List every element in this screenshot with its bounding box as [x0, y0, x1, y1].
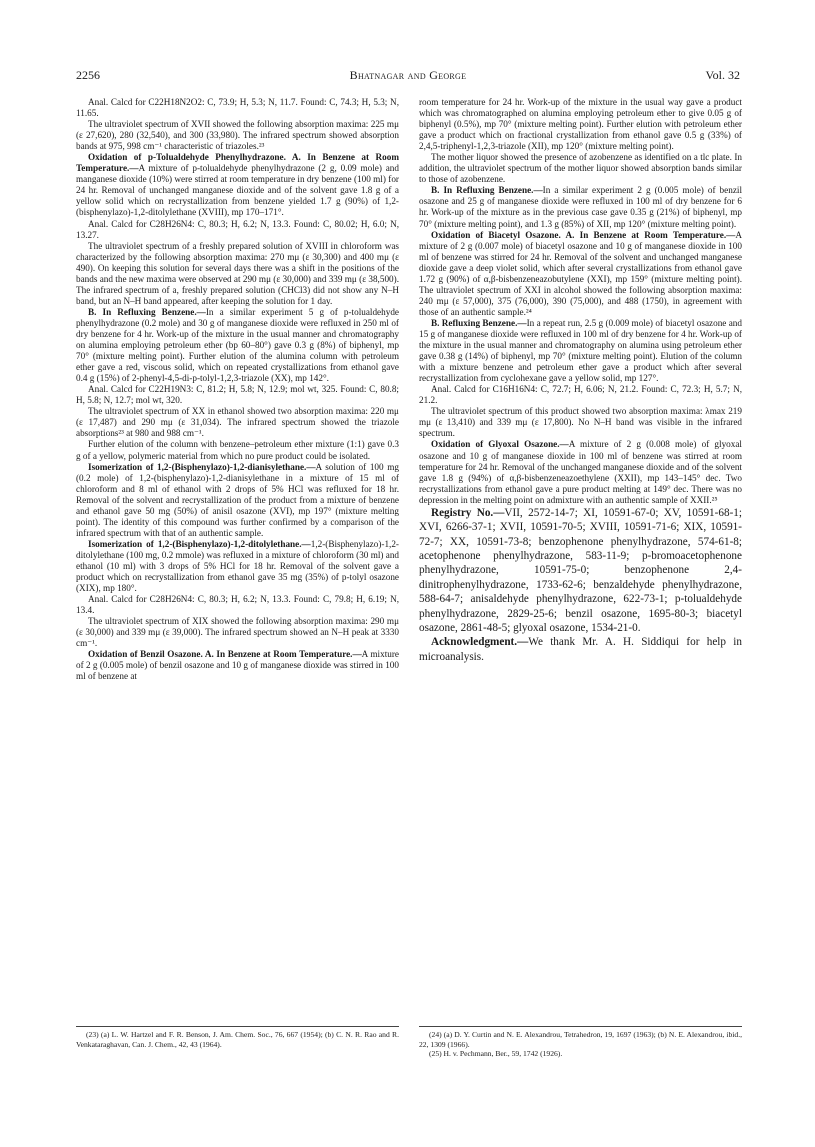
paragraph [419, 152, 742, 185]
paragraph [419, 318, 742, 384]
registry-text: VII, 2572-14-7; XI, 10591-67-0; XV, 10591-68-1; XVI, 6266-37-1; XVII, 10591-70-5; XVIII, 10591-71-6; XIX, 10591-72-7; XX, 10591-73-8; benzophenone phenylhydrazone, 574-61-8; acetophenone phenylhydrazone, 583-11-9; p-bromoacetophenone phenylhydrazone, 10591-75-0; benzophenone 2,4-dinitrophenylhydrazone, 1733-62-6; benzaldehyde phenylhydrazone, 588-64-7; anisaldehyde phenylhydrazone, 622-73-1; p-tolualdehyde phenylhydrazone, 2829-25-6; benzil osazone, 1695-80-3; biacetyl osazone, 2861-48-5; glyoxal osazone, 1534-21-0. [419, 506, 742, 634]
paragraph [419, 230, 742, 318]
paragraph-text: 1,2-(Bisphenylazo)-1,2-ditolylethane (100 mg, 0.2 mmole) was refluxed in a mixture of chloroform (30 ml) and ethanol (10 ml) with 3 drops of 5% HCl for 18 hr. Removal of the solvent gave a product which on recrystallization from ethanol gave 35 mg (35%) of p-tolyl osazone (XIX), mp 180°. [76, 538, 400, 594]
paragraph [419, 384, 742, 406]
paragraph-text: A mixture of p-tolualdehyde phenylhydrazone (2 g, 0.09 mole) and manganese dioxide (10%) were stirred at room temperature in dry benzene (100 ml) for 24 hr. Removal of unchanged manganese dioxide and of the solvent gave 1.8 g of a yellow solid which on recrystallization from benzene yielded 1.7 g (90%) of 1,2-(bisphenylazo)-1,2-ditolylethane (XVIII), mp 170–171°. [76, 163, 399, 218]
paragraph-text: A solution of 100 mg (0.2 mole) of 1,2-(bisphenylazo)-1,2-dianisylethane in a mixture of 15 ml of chloroform and 8 ml of ethanol with 2 drops of 5% HCl was refluxed for 18 hr. Removal of the solvent and recrystallization of the product from a mixture of benzene and ethanol gave 50 mg (50%) of anisil osazone (XVI), mp 197° (mixture melting point). The identity of this compound was further confirmed by a comparison of the infrared spectrum with that of an authentic sample. [76, 461, 399, 538]
registry-numbers [419, 506, 742, 636]
paragraph [76, 439, 399, 461]
section-heading: Oxidation of p-Tolualdehyde Phenylhydrazone. A. In Benzene at Room Temperature.— [76, 152, 399, 174]
volume-label: Vol. 32 [705, 68, 740, 82]
section-heading: B. Refluxing Benzene.— [431, 317, 527, 328]
paragraph [76, 406, 399, 439]
paragraph-text: A mixture of 2 g (0.008 mole) of glyoxal osazone and 10 g of manganese dioxide in 100 ml of benzene was stirred at room temperature for 24 hr. Removal of the unchanged manganese dioxide and of the solvent gave 1.8 g (94%) of α,β-bisbenzeneazoethylene (XXII), mp 143–145° dec. Two recrystallizations from ethanol gave a pure product melting at 149° dec. There was no depression in the melting point on admixture with an authentic sample of XXII.²⁵ [419, 439, 742, 505]
paragraph-text: The ultraviolet spectrum of this product showed two absorption maxima: λmax 219 mμ (ε 13,410) and 339 mμ (ε 17,800). No N–H band was visible in the infrared spectrum. [419, 406, 742, 439]
paragraph [76, 384, 399, 406]
section-heading: Isomerization of 1,2-(Bisphenylazo)-1,2-dianisylethane.— [88, 461, 316, 472]
footnotes-right [419, 1019, 742, 1059]
footnote: (23) (a) L. W. Hartzel and F. R. Benson, J. Am. Chem. Soc., 76, 667 (1954); (b) C. N. R. Rao and R. Venkataraghavan, Can. J. Chem., 42, 43 (1964). [76, 1030, 399, 1049]
right-column [419, 97, 742, 664]
left-column [76, 97, 399, 682]
paragraph [76, 594, 399, 616]
section-heading: B. In Refluxing Benzene.— [88, 306, 206, 317]
section-heading: Oxidation of Glyoxal Osazone.— [431, 439, 569, 450]
paragraph [76, 119, 399, 152]
paragraph [419, 185, 742, 229]
running-title: Bhatnagar and George [349, 68, 467, 82]
footnote: (24) (a) D. Y. Curtin and N. E. Alexandrou, Tetrahedron, 19, 1697 (1963); (b) N. E. Alexandrou, ibid., 22, 1309 (1966). [419, 1030, 742, 1049]
footnote: (25) H. v. Pechmann, Ber., 59, 1742 (1926). [429, 1049, 563, 1059]
paragraph [76, 462, 399, 539]
paragraph-text: The mother liquor showed the presence of azobenzene as identified on a tlc plate. In addition, the ultraviolet spectrum of the mother liquor showed absorption bands similar to those of azobenzene. [419, 152, 742, 185]
paragraph-text: Anal. Calcd for C22H19N3: C, 81.2; H, 5.8; N, 12.9; mol wt, 325. Found: C, 80.8; H, 5.8; N, 12.7; mol wt, 320. [76, 384, 399, 406]
running-header [76, 66, 740, 84]
paragraph-text: room temperature for 24 hr. Work-up of the mixture in the usual way gave a product which was chromatographed on alumina employing petroleum ether to give 0.05 g of biphenyl (0.5%), mp 70° (mixture melting point). Further elution with petroleum ether gave a product which on fractional crystallization from ethanol gave 0.5 g (33%) of 2,4,5-triphenyl-1,2,3-triazole (XII), mp 120° (mixture melting point). [419, 97, 742, 152]
paragraph [76, 152, 399, 218]
section-heading: Oxidation of Benzil Osazone. A. In Benzene at Room Temperature.— [88, 649, 362, 660]
paragraph [419, 97, 742, 152]
paragraph [76, 307, 399, 384]
section-heading: Isomerization of 1,2-(Bisphenylazo)-1,2-ditolylethane.— [88, 538, 311, 549]
paragraph [76, 219, 399, 241]
paragraph-text: The ultraviolet spectrum of XX in ethanol showed two absorption maxima: 220 mμ (ε 17,487) and 290 mμ (ε 31,034). The infrared spectrum showed the triazole absorptions²³ at 980 and 988 cm⁻¹. [76, 406, 399, 439]
paragraph-text: Anal. Calcd for C28H26N4: C, 80.3; H, 6.2; N, 13.3. Found: C, 80.02; H, 6.0; N, 13.27. [76, 218, 399, 240]
paragraph-text: Anal. Calcd for C28H26N4: C, 80.3; H, 6.2; N, 13.3. Found: C, 79.8; H, 6.19; N, 13.4. [76, 594, 399, 616]
paragraph-text: Further elution of the column with benzene–petroleum ether mixture (1:1) gave 0.3 g of a yellow, polymeric material from which no pure product could be isolated. [76, 439, 399, 461]
paragraph-text: Anal. Calcd for C22H18N2O2: C, 73.9; H, 5.3; N, 11.7. Found: C, 74.3; H, 5.3; N, 11.65. [76, 97, 399, 119]
acknowledgment-text: We thank Mr. A. H. Siddiqui for help in microanalysis. [419, 636, 742, 663]
paragraph [76, 649, 399, 682]
paragraph-text: The ultraviolet spectrum of a freshly prepared solution of XVIII in chloroform was characterized by the following absorption maxima: 270 mμ (ε 30,300) and 400 mμ (ε 490). On keeping this solution for several days there was a shift in the positions of the bands and the new maxima were observed at 290 mμ (ε 30,000) and 339 mμ (ε 38,500). The infrared spectrum of a, freshly prepared solution (CHCl3) did not show any N–H band, but an N–H band appeared, after keeping the solution for 1 day. [76, 240, 399, 306]
paragraph-text: Anal. Calcd for C16H16N4: C, 72.7; H, 6.06; N, 21.2. Found: C, 72.3; H, 5.7; N, 21.2. [419, 384, 742, 406]
page-number: 2256 [76, 68, 100, 82]
footnote-rule [76, 1026, 399, 1027]
paragraph [76, 241, 399, 307]
right-paragraphs [419, 97, 742, 506]
paragraph-text: In a similar experiment 2 g (0.005 mole) of benzil osazone and 25 g of manganese dioxide were refluxed in 100 ml of dry benzene for 6 hr. Work-up of the mixture as in the previous case gave 0.35 g (21%) of biphenyl, mp 70° (mixture melting point), and 1.3 g (85%) of XII, mp 120° (mixture melting point). [419, 185, 742, 229]
paragraph [76, 539, 399, 594]
paragraph-text: A mixture of 2 g (0.005 mole) of benzil osazone and 10 g of manganese dioxide was stirred in 100 ml of benzene at [76, 649, 399, 682]
paragraph [76, 616, 399, 649]
paragraph-text: The ultraviolet spectrum of XIX showed the following absorption maxima: 290 mμ (ε 30,000) and 339 mμ (ε 39,000). The infrared spectrum showed an N–H peak at 3330 cm⁻¹. [76, 616, 399, 649]
section-heading: B. In Refluxing Benzene.— [431, 185, 543, 196]
acknowledgment-label: Acknowledgment.— [431, 636, 529, 649]
paragraph [76, 97, 399, 119]
paragraph-text: In a repeat run, 2.5 g (0.009 mole) of biacetyl osazone and 15 g of manganese dioxide were refluxed in 100 ml of dry benzene for 4 hr. Work-up of the mixture in the usual manner and chromatography on alumina using petroleum ether gave 0.38 g (14%) of biphenyl, mp 70° (mixture melting point). Elution of the column with a mixture benzene and petroleum ether gave a product which after several recrystallization from cyclohexane gave a yellow solid, mp 127°. [419, 317, 742, 384]
paragraph [419, 439, 742, 505]
section-heading: Oxidation of Biacetyl Osazone. A. In Benzene at Room Temperature.— [431, 229, 736, 240]
registry-label: Registry No.— [431, 506, 505, 519]
acknowledgment [419, 635, 742, 664]
paragraph [419, 406, 742, 439]
footnotes-left [76, 1019, 399, 1049]
footnote-rule [419, 1026, 742, 1027]
paragraph-text: In a similar experiment 5 g of p-tolualdehyde phenylhydrazone (0.2 mole) and 30 g of manganese dioxide were refluxed in 250 ml of dry benzene for 4 hr. Work-up of the mixture in the usual manner and chromatography on alumina employing petroleum ether (bp 60–80°) gave 0.3 g (8%) of biphenyl, mp 70° (mixture melting point). Further elution of the alumina column with petroleum ether gave a red, viscous solid, which on repeated crystallizations from ethanol gave 0.4 g (15%) of 2-phenyl-4,5-di-p-tolyl-1,2,3-triazole (XX), mp 142°. [76, 306, 399, 384]
paragraph-text: A mixture of 2 g (0.007 mole) of biacetyl osazone and 10 g of manganese dioxide in 100 ml of benzene was stirred for 24 hr. Removal of the solvent and unchanged manganese dioxide gave a deep violet solid, which after several crystallizations from ethanol gave 1.72 g (90%) of α,β-bisbenzeneazobutylene (XXI), mp 159° (mixture melting point). The ultraviolet spectrum of XXI in alcohol showed the following absorption maxima: 240 mμ (ε 57,000), 375 (76,000), 390 (75,000), and 488 (1750), in agreement with those of an authentic sample.²⁴ [419, 229, 742, 317]
paragraph-text: The ultraviolet spectrum of XVII showed the following absorption maxima: 225 mμ (ε 27,620), 280 (32,540), and 300 (33,980). The infrared spectrum showed absorption bands at 975, 998 cm⁻¹ characteristic of triazoles.²³ [76, 119, 399, 152]
